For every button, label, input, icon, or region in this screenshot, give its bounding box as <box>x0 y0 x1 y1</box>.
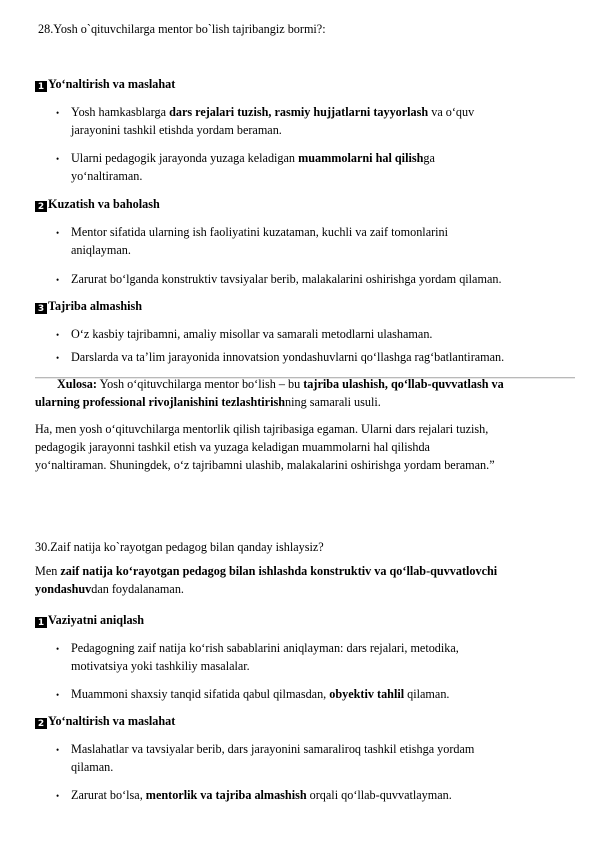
section-title: Yo‘naltirish va maslahat <box>48 77 176 91</box>
summary-label: Xulosa: <box>57 377 97 391</box>
bullet-icon: • <box>56 745 60 755</box>
number-2-icon: 2 <box>35 201 47 212</box>
list-item: O‘z kasbiy tajribamni, amaliy misollar va samarali metodlarni ulashaman. <box>71 327 433 341</box>
list-item: Yosh hamkasblarga dars rejalari tuzish, rasmiy hujjatlarni tayyorlash va o‘quv jarayonini tashkil etishda yordam beraman. <box>71 105 475 137</box>
list-item: Zarurat bo‘lsa, mentorlik va tajriba almashish orqali qo‘llab-quvvatlayman. <box>71 788 452 802</box>
question-30: 30.Zaif natija ko`rayotgan pedagog bilan qanday ishlaysiz? <box>35 540 324 554</box>
section-heading-1 <box>35 75 175 93</box>
list-item: Zarurat bo‘lganda konstruktiv tavsiyalar berib, malakalarini oshirishga yordam qilaman. <box>71 272 502 286</box>
list-item: Maslahatlar va tavsiyalar berib, dars jarayonini samaraliroq tashkil etishga yordam qilaman. <box>71 742 475 774</box>
bullet-icon: • <box>56 690 60 700</box>
section-heading-3 <box>35 297 142 315</box>
list-item: Ularni pedagogik jarayonda yuzaga keladigan muammolarni hal qilishga yo‘naltiraman. <box>71 151 435 183</box>
summary: Xulosa: Yosh o‘qituvchilarga mentor bo‘lish – bu tajriba ulashish, qo‘llab-quvvatlash va ularning professional rivojlanishini tezlashtirishning samarali usuli. <box>35 377 504 409</box>
bullet-icon: • <box>56 353 60 363</box>
number-3-icon: 3 <box>35 303 47 314</box>
bullet-icon: • <box>56 228 60 238</box>
list-item: Darslarda va ta’lim jarayonida innovatsion yondashuvlarni qo‘llashga rag‘batlantiraman. <box>71 350 505 364</box>
bullet-icon: • <box>56 154 60 164</box>
bullet-icon: • <box>56 330 60 340</box>
intro-paragraph: Men zaif natija ko‘rayotgan pedagog bilan ishlashda konstruktiv va qo‘llab-quvvatlovchi yondashuvdan foydalanaman. <box>35 564 498 596</box>
bullet-icon: • <box>56 275 60 285</box>
bullet-icon: • <box>56 644 60 654</box>
number-2-icon: 2 <box>35 718 47 729</box>
section-title: Yo‘naltirish va maslahat <box>48 714 176 728</box>
number-1-icon: 1 <box>35 81 47 92</box>
section-title: Vaziyatni aniqlash <box>48 613 145 627</box>
bullet-icon: • <box>56 108 60 118</box>
list-item: Mentor sifatida ularning ish faoliyatini kuzataman, kuchli va zaif tomonlarini aniqlayman. <box>71 225 449 257</box>
section-title: Tajriba almashish <box>48 299 143 313</box>
section-heading-1 <box>35 611 144 629</box>
number-1-icon: 1 <box>35 617 47 628</box>
section-heading-2 <box>35 195 160 213</box>
section-title: Kuzatish va baholash <box>48 197 160 211</box>
bullet-icon: • <box>56 791 60 801</box>
answer-paragraph: Ha, men yosh o‘qituvchilarga mentorlik qilish tajribasiga egaman. Ularni dars rejalari tuzish, pedagogik jarayonni tashkil etish va yuzaga keladigan muammolarni hal qilishda yo‘naltiraman. Shuningdek, o‘z tajribamni ulashib, malakalarini oshirishga yordam beraman.” <box>35 422 495 472</box>
list-item: Muammoni shaxsiy tanqid sifatida qabul qilmasdan, obyektiv tahlil qilaman. <box>71 687 450 701</box>
question-28: 28.Yosh o`qituvchilarga mentor bo`lish tajribangiz bormi?: <box>38 22 326 36</box>
section-heading-2 <box>35 712 175 730</box>
list-item: Pedagogning zaif natija ko‘rish sabablarini aniqlayman: dars rejalari, metodika, motivatsiya yoki tashkiliy masalalar. <box>71 641 459 673</box>
